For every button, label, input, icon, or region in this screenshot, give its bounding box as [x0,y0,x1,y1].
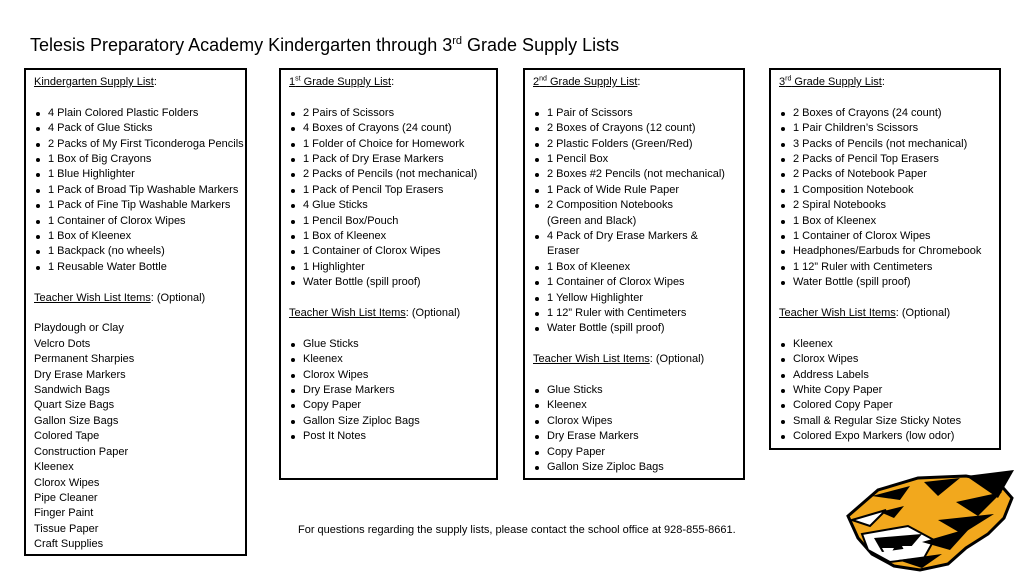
wish-label: Teacher Wish List Items [289,307,406,320]
list-item: 1 Yellow Highlighter [533,291,735,306]
list-item: Gallon Size Bags [34,414,119,427]
grade2-heading-colon: : [637,76,641,88]
grade2-wish-heading [533,352,735,367]
list-item: Sandwich Bags [34,384,110,397]
grade3-heading-row [779,75,991,90]
list-item: 4 Boxes of Crayons (24 count) [289,121,488,136]
list-item: 1 Pack of Broad Tip Washable Markers [34,183,237,198]
kindergarten-supply-box [24,68,247,556]
list-item: Clorox Wipes [289,368,488,383]
grade1-heading-row [289,75,488,90]
kindergarten-supply-list [34,106,244,275]
grade2-supply-box [523,68,745,480]
list-item: Quart Size Bags [34,399,115,412]
list-item: 1 Pack of Pencil Top Erasers [289,183,488,198]
list-item: Gallon Size Ziploc Bags [533,460,735,475]
list-item: Clorox Wipes [779,352,991,367]
list-item: 1 Box of Kleenex [34,229,237,244]
grade2-heading-row [533,75,735,90]
heading-rest: Grade Supply List [546,76,638,88]
grade3-wish-heading [779,306,991,321]
list-item: Colored Copy Paper [779,398,991,413]
list-item: 1 Container of Clorox Wipes [289,244,488,259]
grade1-wish-heading [289,306,488,321]
list-item: 1 12” Ruler with Centimeters [533,306,735,321]
list-item: Colored Expo Markers (low odor) [779,429,991,444]
list-item: Kleenex [34,461,74,474]
kindergarten-wish-list [34,321,237,552]
list-item: 1 Box of Kleenex [533,260,735,275]
grade1-wish-list [289,337,488,445]
list-item: Kleenex [779,337,991,352]
list-item: White Copy Paper [779,383,991,398]
heading-rest: Grade Supply List [791,76,882,88]
kindergarten-heading: Kindergarten Supply List [34,76,154,88]
list-item: Copy Paper [533,445,735,460]
list-item: Finger Paint [34,507,94,520]
list-item: 1 12” Ruler with Centimeters [779,260,991,275]
list-item: Small & Regular Size Sticky Notes [779,414,991,429]
heading-num: 2 [533,76,540,88]
wish-suffix: : (Optional) [150,291,206,304]
heading-num: 3 [779,76,786,88]
list-item: 4 Glue Sticks [289,198,488,213]
list-item: 1 Container of Clorox Wipes [533,275,735,290]
wish-suffix: : (Optional) [649,353,705,366]
list-item: 1 Folder of Choice for Homework [289,137,488,152]
list-item: Water Bottle (spill proof) [779,275,991,290]
grade2-supply-list [533,106,735,337]
list-item: 2 Packs of Notebook Paper [779,167,991,182]
contact-note: For questions regarding the supply lists, please contact the school office at 928-855-8661. [298,524,736,536]
list-item: Tissue Paper [34,522,99,535]
title-prefix: Telesis Preparatory Academy Kindergarten through 3 [30,35,453,55]
list-item: 1 Container of Clorox Wipes [779,229,991,244]
list-item: Velcro Dots [34,337,91,350]
list-item: 4 Pack of Glue Sticks [34,121,237,136]
item-line: 2 Composition Notebooks [547,199,673,212]
item-continuation: (Green and Black) [547,214,637,227]
title-sup: rd [452,35,463,47]
kindergarten-heading-row [34,75,237,90]
list-item: Clorox Wipes [533,414,735,429]
list-item: Clorox Wipes [34,476,100,489]
list-item: Colored Tape [34,430,100,443]
list-item: Dry Erase Markers [289,383,488,398]
grade3-heading-colon: : [881,76,885,88]
wish-label: Teacher Wish List Items [779,307,896,320]
list-item: Kleenex [289,352,488,367]
heading-sup: nd [539,75,547,83]
grade3-wish-list [779,337,991,445]
list-item: 1 Box of Kleenex [779,214,991,229]
list-item: Craft Supplies [34,538,104,551]
kindergarten-wish-heading [34,291,237,306]
grade3-supply-box [769,68,1001,450]
grade1-heading-colon: : [391,76,395,88]
list-item: Glue Sticks [289,337,488,352]
item-line: 4 Pack of Dry Erase Markers & [547,230,698,243]
list-item: 4 Plain Colored Plastic Folders [34,106,237,121]
wish-suffix: : (Optional) [895,307,951,320]
heading-sup: st [295,75,301,83]
list-item: 1 Pack of Fine Tip Washable Markers [34,198,237,213]
list-item: 1 Pencil Box [533,152,735,167]
list-item: 1 Pack of Dry Erase Markers [289,152,488,167]
grade3-heading [779,76,882,88]
grade2-heading [533,76,637,88]
list-item: 1 Box of Big Crayons [34,152,237,167]
wish-label: Teacher Wish List Items [533,353,650,366]
list-item: Pipe Cleaner [34,491,98,504]
list-item: 1 Pair of Scissors [533,106,735,121]
wish-label: Teacher Wish List Items [34,291,151,304]
kindergarten-heading-colon: : [153,76,157,88]
heading-num: 1 [289,76,296,88]
list-item: Copy Paper [289,398,488,413]
tiger-mascot-icon [838,468,1018,574]
list-item: Construction Paper [34,445,129,458]
list-item: 1 Backpack (no wheels) [34,244,237,259]
list-item: 1 Reusable Water Bottle [34,260,237,275]
list-item: Headphones/Earbuds for Chromebook [779,244,991,259]
list-item: 1 Container of Clorox Wipes [34,214,237,229]
list-item: Post It Notes [289,429,488,444]
list-item: Dry Erase Markers [34,368,126,381]
list-item: 2 Plastic Folders (Green/Red) [533,137,735,152]
list-item: Address Labels [779,368,991,383]
list-item: 1 Blue Highlighter [34,167,237,182]
list-item: 1 Pack of Wide Rule Paper [533,183,735,198]
list-item: Water Bottle (spill proof) [289,275,488,290]
list-item: 2 Boxes of Crayons (24 count) [779,106,991,121]
heading-sup: rd [785,75,792,83]
list-item: Playdough or Clay [34,322,124,335]
list-item: 2 Boxes #2 Pencils (not mechanical) [533,167,735,182]
heading-rest: Grade Supply List [300,76,392,88]
list-item: Kleenex [533,398,735,413]
list-item: 3 Packs of Pencils (not mechanical) [779,137,991,152]
list-item: Glue Sticks [533,383,735,398]
list-item [533,229,735,260]
wish-suffix: : (Optional) [405,307,461,320]
grade1-heading [289,76,391,88]
list-item: 2 Packs of My First Ticonderoga Pencils [34,137,237,152]
list-item: Dry Erase Markers [533,429,735,444]
list-item: 1 Highlighter [289,260,488,275]
title-suffix: Grade Supply Lists [462,35,620,55]
list-item: 1 Pair Children’s Scissors [779,121,991,136]
list-item: 1 Box of Kleenex [289,229,488,244]
grade1-supply-box [279,68,498,480]
grade3-supply-list [779,106,991,291]
page-title [30,34,619,56]
grade2-wish-list [533,383,735,475]
list-item: 2 Pairs of Scissors [289,106,488,121]
list-item: Water Bottle (spill proof) [533,321,735,336]
list-item: 2 Packs of Pencil Top Erasers [779,152,991,167]
item-continuation: Eraser [547,245,580,258]
list-item: Permanent Sharpies [34,353,135,366]
list-item [533,198,735,229]
list-item: 2 Packs of Pencils (not mechanical) [289,167,488,182]
list-item: 2 Boxes of Crayons (12 count) [533,121,735,136]
list-item: 2 Spiral Notebooks [779,198,991,213]
list-item: Gallon Size Ziploc Bags [289,414,488,429]
list-item: 1 Composition Notebook [779,183,991,198]
grade1-supply-list [289,106,488,291]
list-item: 1 Pencil Box/Pouch [289,214,488,229]
